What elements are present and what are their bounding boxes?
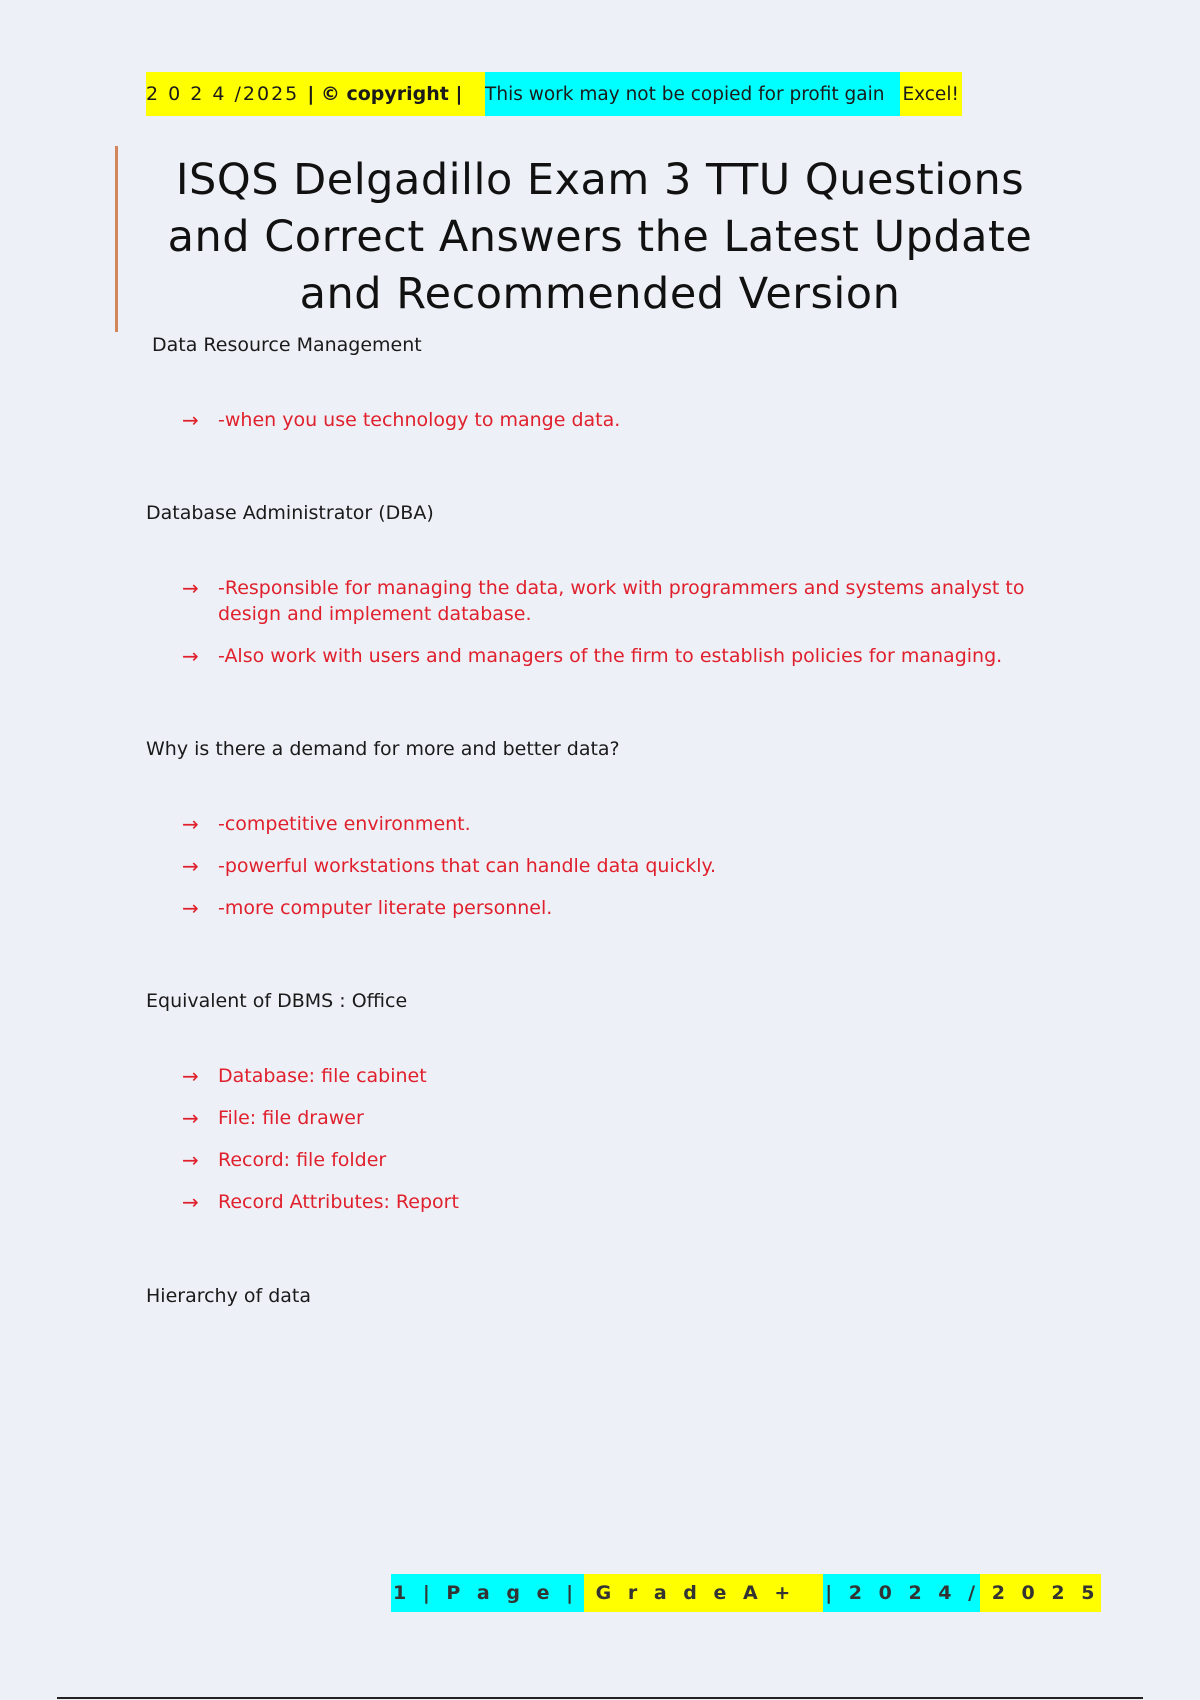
answer-text: Record Attributes: Report <box>218 1191 459 1213</box>
arrow-right-icon: → <box>182 644 199 668</box>
answer-text: Database: file cabinet <box>218 1065 427 1087</box>
header-excel: Excel! <box>900 72 961 116</box>
copyright-header <box>146 72 962 116</box>
answer-item <box>182 575 1042 627</box>
footer-page-number: 1 | P a g e | <box>391 1574 584 1612</box>
answer-text: -competitive environment. <box>218 813 471 835</box>
title-accent-rule <box>115 146 118 332</box>
answer-item <box>182 1105 1042 1131</box>
header-notice: This work may not be copied for profit gain <box>485 72 900 116</box>
header-years: 2 0 2 4 /2025 <box>146 72 307 116</box>
answer-text: File: file drawer <box>218 1107 364 1129</box>
arrow-right-icon: → <box>182 1106 199 1130</box>
question-heading: Equivalent of DBMS : Office <box>146 990 408 1012</box>
page-footer <box>391 1574 1101 1612</box>
answer-item <box>182 643 1042 669</box>
arrow-right-icon: → <box>182 854 199 878</box>
answer-item <box>182 1147 1042 1173</box>
footer-year-end: 2 0 2 5 <box>980 1574 1101 1612</box>
answer-text: -Responsible for managing the data, work with programmers and systems analyst to design and implement database. <box>218 577 1025 625</box>
document-title: ISQS Delgadillo Exam 3 TTU Questions and Correct Answers the Latest Update and Recommended Version <box>167 155 1033 319</box>
answer-item <box>182 407 1042 433</box>
answer-item <box>182 895 1042 921</box>
page-bottom-divider <box>57 1697 1143 1699</box>
question-heading: Hierarchy of data <box>146 1285 312 1307</box>
arrow-right-icon: → <box>182 1064 199 1088</box>
question-heading: Database Administrator (DBA) <box>146 502 434 524</box>
answer-text: -powerful workstations that can handle data quickly. <box>218 855 717 877</box>
header-copyright: | © copyright | <box>307 72 485 116</box>
footer-grade: G r a d e A + <box>584 1574 823 1612</box>
question-heading: Data Resource Management <box>152 334 422 356</box>
arrow-right-icon: → <box>182 812 199 836</box>
answer-item <box>182 1063 1042 1089</box>
arrow-right-icon: → <box>182 1190 199 1214</box>
answer-item <box>182 811 1042 837</box>
answer-text: -Also work with users and managers of the firm to establish policies for managing. <box>218 645 1003 667</box>
arrow-right-icon: → <box>182 408 199 432</box>
arrow-right-icon: → <box>182 896 199 920</box>
answer-text: -more computer literate personnel. <box>218 897 553 919</box>
answer-item <box>182 853 1042 879</box>
footer-year-start: | 2 0 2 4 / <box>823 1574 980 1612</box>
arrow-right-icon: → <box>182 1148 199 1172</box>
answer-text: Record: file folder <box>218 1149 387 1171</box>
question-heading: Why is there a demand for more and better data? <box>146 738 620 760</box>
answer-item <box>182 1189 1042 1215</box>
arrow-right-icon: → <box>182 576 199 600</box>
answer-text: -when you use technology to mange data. <box>218 409 621 431</box>
